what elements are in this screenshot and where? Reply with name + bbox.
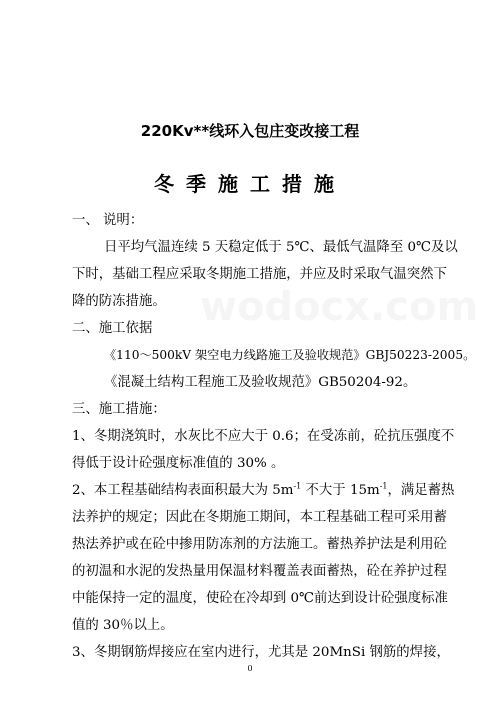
superscript: -1 xyxy=(293,481,302,491)
section-1-heading: 一、 说明： xyxy=(72,213,144,228)
measure-2-line: 法养护的规定；因此在冬期施工期间，本工程基础工程可采用蓄 xyxy=(72,510,447,525)
measure-2-line: 热法养护或在砼中掺用防冻剂的方法施工。蓄热养护法是利用砼 xyxy=(72,537,447,552)
project-subtitle: 220Kv**线环入包庄变改接工程 xyxy=(140,122,360,140)
measure-2-text: 2、本工程基础结构表面积最大为 5m xyxy=(72,483,294,498)
measure-2-line xyxy=(72,482,454,499)
measure-1-line: 得低于设计砼强度标准值的 30% 。 xyxy=(72,456,285,471)
measure-1-line: 1、冬期浇筑时，水灰比不应大于 0.6；在受冻前，砼抗压强度不 xyxy=(72,429,455,444)
reference-item: 《混凝土结构工程施工及验收规范》GB50204-92。 xyxy=(104,375,417,390)
page-title: 冬季施工措施 xyxy=(154,172,346,196)
measure-2-text: 不大于 15m xyxy=(301,483,380,498)
section-3-heading: 三、施工措施： xyxy=(72,402,166,417)
measure-2-text: ，满足蓄热 xyxy=(387,483,455,498)
section-1-text-line: 降的防冻措施。 xyxy=(72,294,166,309)
reference-item: 《110～500kV 架空电力线路施工及验收规范》GBJ50223-2005。 xyxy=(104,348,476,362)
measure-2-line: 值的 30％以上。 xyxy=(72,618,174,633)
watermark xyxy=(200,284,478,330)
superscript: -1 xyxy=(379,481,388,491)
measure-2-line: 的初温和水泥的发热量用保温材料覆盖表面蓄热，砼在养护过程 xyxy=(72,564,447,579)
measure-3-line: 3、冬期钢筋焊接应在室内进行，尤其是 20MnSi 钢筋的焊接， xyxy=(72,645,450,660)
section-1-text-line: 日平均气温连续 5 天稳定低于 5℃、最低气温降至 0℃及以 xyxy=(104,240,458,255)
section-1-text-line: 下时，基础工程应采取冬期施工措施，并应及时采取气温突然下 xyxy=(72,267,447,282)
section-2-heading: 二、施工依据 xyxy=(72,321,153,336)
measure-2-line: 中能保持一定的温度，使砼在冷却到 0℃前达到设计砼强度标准 xyxy=(72,591,448,606)
page-number: 0 xyxy=(247,664,253,673)
